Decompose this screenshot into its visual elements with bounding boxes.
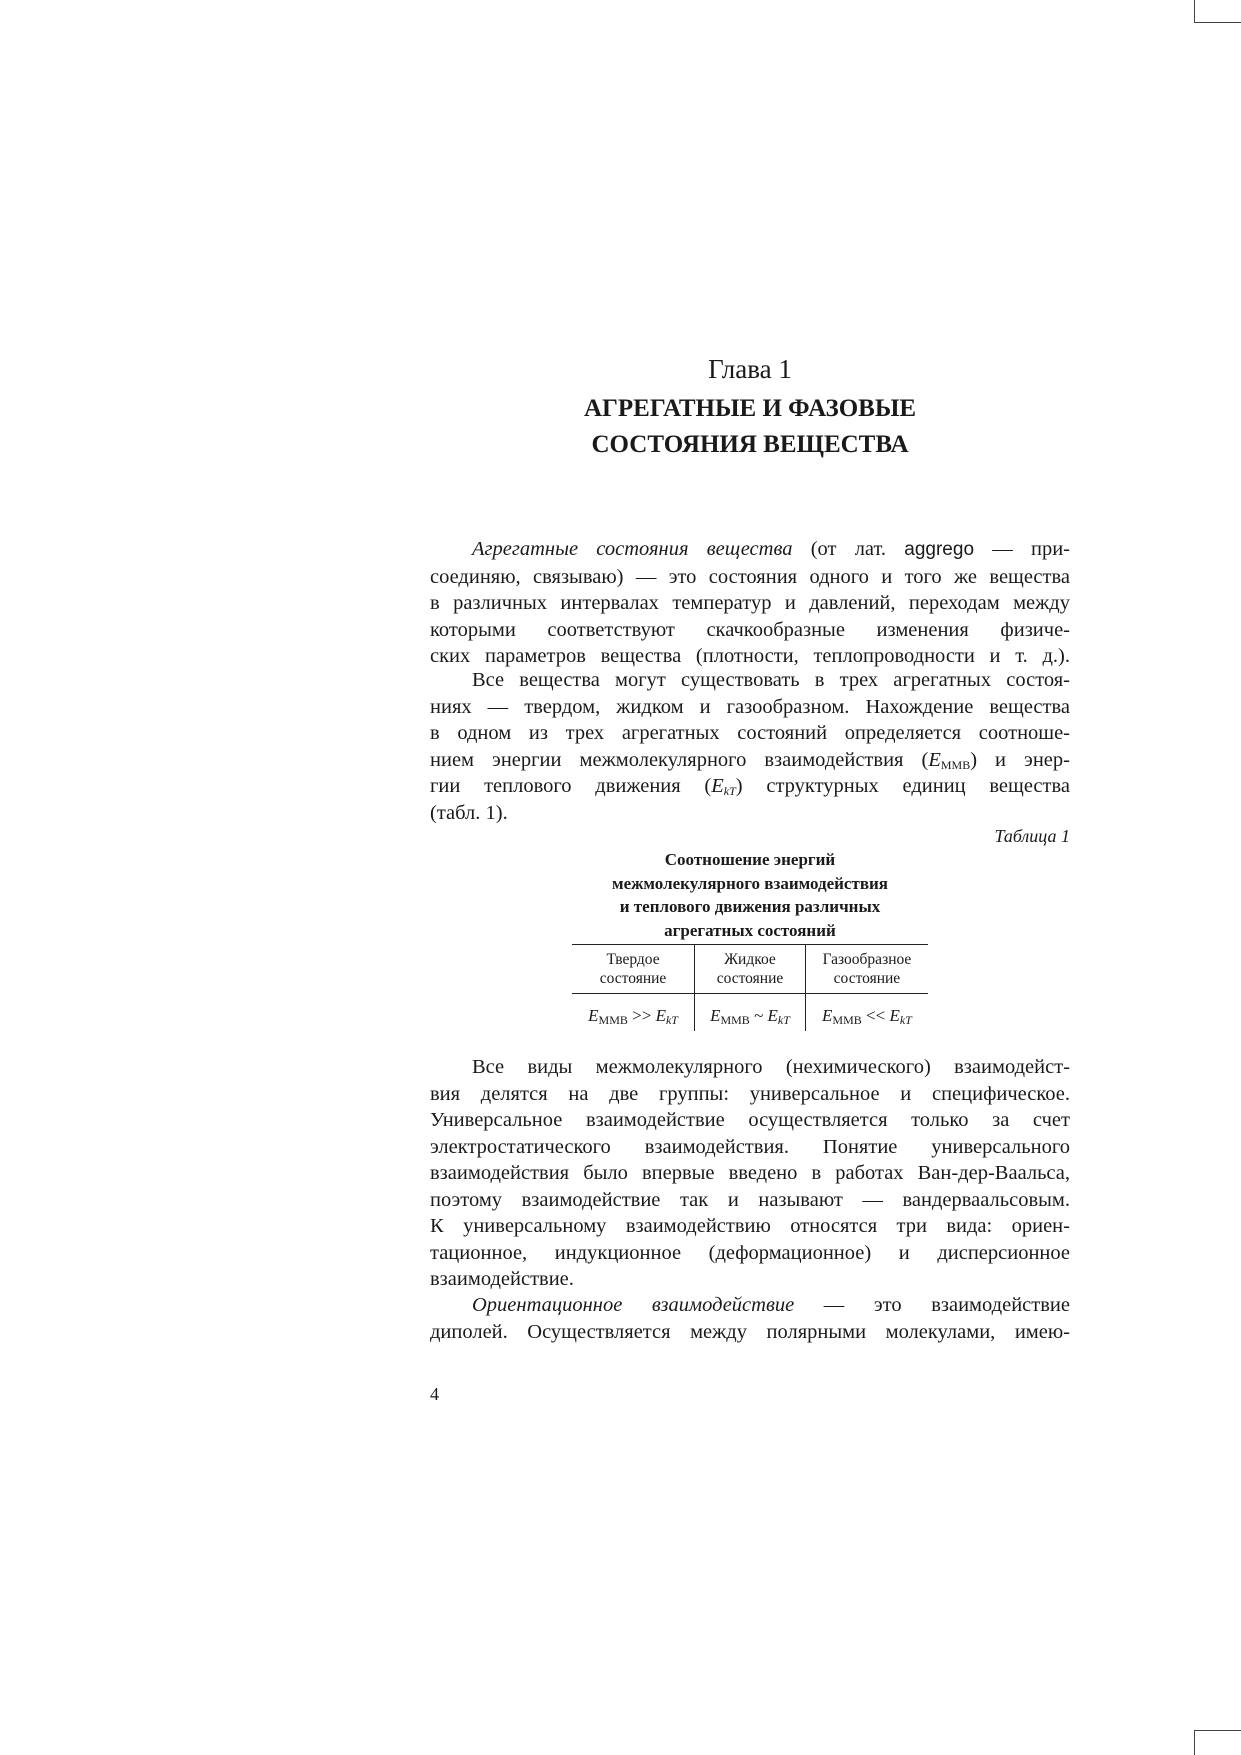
paragraph-line: соединяю, связываю) — это состояния одного и того же вещества	[430, 565, 1070, 588]
page-number: 4	[430, 1384, 439, 1404]
symbol-E: E	[655, 1006, 666, 1025]
symbol-E: E	[710, 1006, 721, 1025]
crop-mark-bottom-vertical	[1194, 1730, 1195, 1755]
cell-liquid	[695, 994, 806, 1032]
text-fragment: — это взаимодействие	[794, 1294, 1070, 1316]
paragraph-line: ниях — твердом, жидком и газообразном. Нахождение вещества	[430, 695, 1070, 718]
relation-sign: ~	[754, 1006, 764, 1025]
crop-mark-bottom-horizontal	[1194, 1730, 1241, 1731]
paragraph-line: ских параметров вещества (плотности, теплопроводности и т. д.).	[430, 645, 1070, 667]
paragraph-line	[430, 773, 1070, 800]
chapter-title	[430, 391, 1070, 463]
text-fragment: гии теплового движения (	[430, 775, 712, 797]
relation-sign: >>	[632, 1006, 652, 1025]
text-fragment: — при-	[974, 538, 1070, 560]
paragraph-line: вия делятся на две группы: универсальное и специфическое.	[430, 1082, 1070, 1105]
paragraph-line: Универсальное взаимодействие осуществляется только за счет	[430, 1109, 1070, 1131]
subscript-mmv: ММВ	[940, 757, 971, 772]
relation-sign: <<	[866, 1006, 886, 1025]
table-title-line: Соотношение энергий	[664, 850, 836, 869]
subscript-kt: kT	[899, 1013, 912, 1027]
subscript-mmv: ММВ	[598, 1013, 628, 1027]
symbol-E: E	[711, 775, 724, 797]
paragraph-line: Все виды межмолекулярного (нехимического) взаимодейст-	[472, 1056, 1070, 1078]
paragraph-line: поэтому взаимодействие так и называют — вандерваальсовым.	[430, 1188, 1070, 1211]
paragraph-line: электростатического взаимодействия. Понятие универсального	[430, 1135, 1070, 1158]
table-title-line: агрегатных состояний	[664, 920, 836, 940]
term-aggregate-states: Агрегатные состояния вещества	[472, 538, 793, 560]
subscript-mmv: ММВ	[832, 1013, 862, 1027]
paragraph-intermolecular-groups	[430, 1054, 1070, 1293]
header-gas	[805, 945, 928, 994]
paragraph-line	[430, 536, 1070, 564]
latin-word: aggrego	[904, 539, 975, 560]
header-text: состояние	[599, 970, 667, 987]
text-fragment: (от лат.	[792, 538, 905, 560]
cell-solid	[572, 994, 695, 1032]
symbol-E: E	[767, 1006, 778, 1025]
paragraph-aggregate-states	[430, 536, 1070, 670]
header-text: Жидкое	[724, 951, 776, 968]
symbol-E: E	[928, 748, 941, 771]
crop-mark-top-vertical	[1194, 0, 1195, 22]
text-fragment: ) и энер-	[970, 748, 1070, 771]
header-text: Газообразное	[822, 951, 912, 968]
term-orientation-interaction: Ориентационное взаимодействие	[472, 1294, 795, 1316]
paragraph-three-states	[430, 667, 1070, 826]
paragraph-line: в различных интервалах температур и давлений, переходам между	[430, 592, 1070, 614]
table-title	[570, 848, 930, 942]
paragraph-line: К универсальному взаимодействию относятся три вида: ориен-	[430, 1215, 1070, 1237]
header-text: состояние	[833, 970, 901, 987]
header-solid	[572, 945, 695, 994]
symbol-E: E	[588, 1006, 599, 1025]
paragraph-line: которыми соответствуют скачкообразные изменения физиче-	[430, 618, 1070, 641]
subscript-kt: kT	[777, 1013, 790, 1027]
table-caption: Таблица 1	[994, 826, 1070, 846]
chapter-label: Глава 1	[708, 354, 792, 384]
header-text: состояние	[716, 970, 784, 987]
energy-ratio-table	[572, 944, 928, 1031]
chapter-title-line: АГРЕГАТНЫЕ И ФАЗОВЫЕ	[583, 395, 917, 422]
symbol-E: E	[889, 1006, 900, 1025]
paragraph-line: Все вещества могут существовать в трех агрегатных состоя-	[472, 669, 1070, 691]
chapter-title-line: СОСТОЯНИЯ ВЕЩЕСТВА	[591, 431, 909, 458]
table-header-row	[572, 945, 928, 994]
symbol-E: E	[822, 1006, 833, 1025]
text-fragment: нием энергии межмолекулярного взаимодействия (	[430, 748, 929, 771]
paragraph-line: взаимодействие.	[430, 1268, 574, 1290]
paragraph-line: в одном из трех агрегатных состояний определяется соотноше-	[430, 722, 1070, 744]
cell-gas	[805, 994, 928, 1032]
paragraph-line	[430, 747, 1070, 774]
header-liquid	[695, 945, 806, 994]
table-title-line: межмолекулярного взаимодействия	[611, 873, 888, 893]
crop-mark-top-horizontal	[1194, 22, 1241, 23]
paragraph-line: взаимодействия было впервые введено в работах Ван-дер-Ваальса,	[430, 1162, 1070, 1184]
text-fragment: ) структурных единиц вещества	[735, 775, 1070, 797]
paragraph-orientation	[430, 1292, 1070, 1345]
paragraph-line: (табл. 1).	[430, 801, 508, 824]
table-row	[572, 994, 928, 1032]
table-title-line: и теплового движения различных	[619, 897, 881, 916]
paragraph-line	[430, 1292, 1070, 1319]
paragraph-line: диполей. Осуществляется между полярными молекулами, имею-	[430, 1320, 1070, 1343]
paragraph-line: тационное, индукционное (деформационное) и дисперсионное	[430, 1241, 1070, 1264]
subscript-mmv: ММВ	[720, 1013, 750, 1027]
subscript-kt: kT	[665, 1013, 678, 1027]
subscript-kt: kT	[723, 784, 736, 798]
header-text: Твердое	[606, 951, 660, 968]
